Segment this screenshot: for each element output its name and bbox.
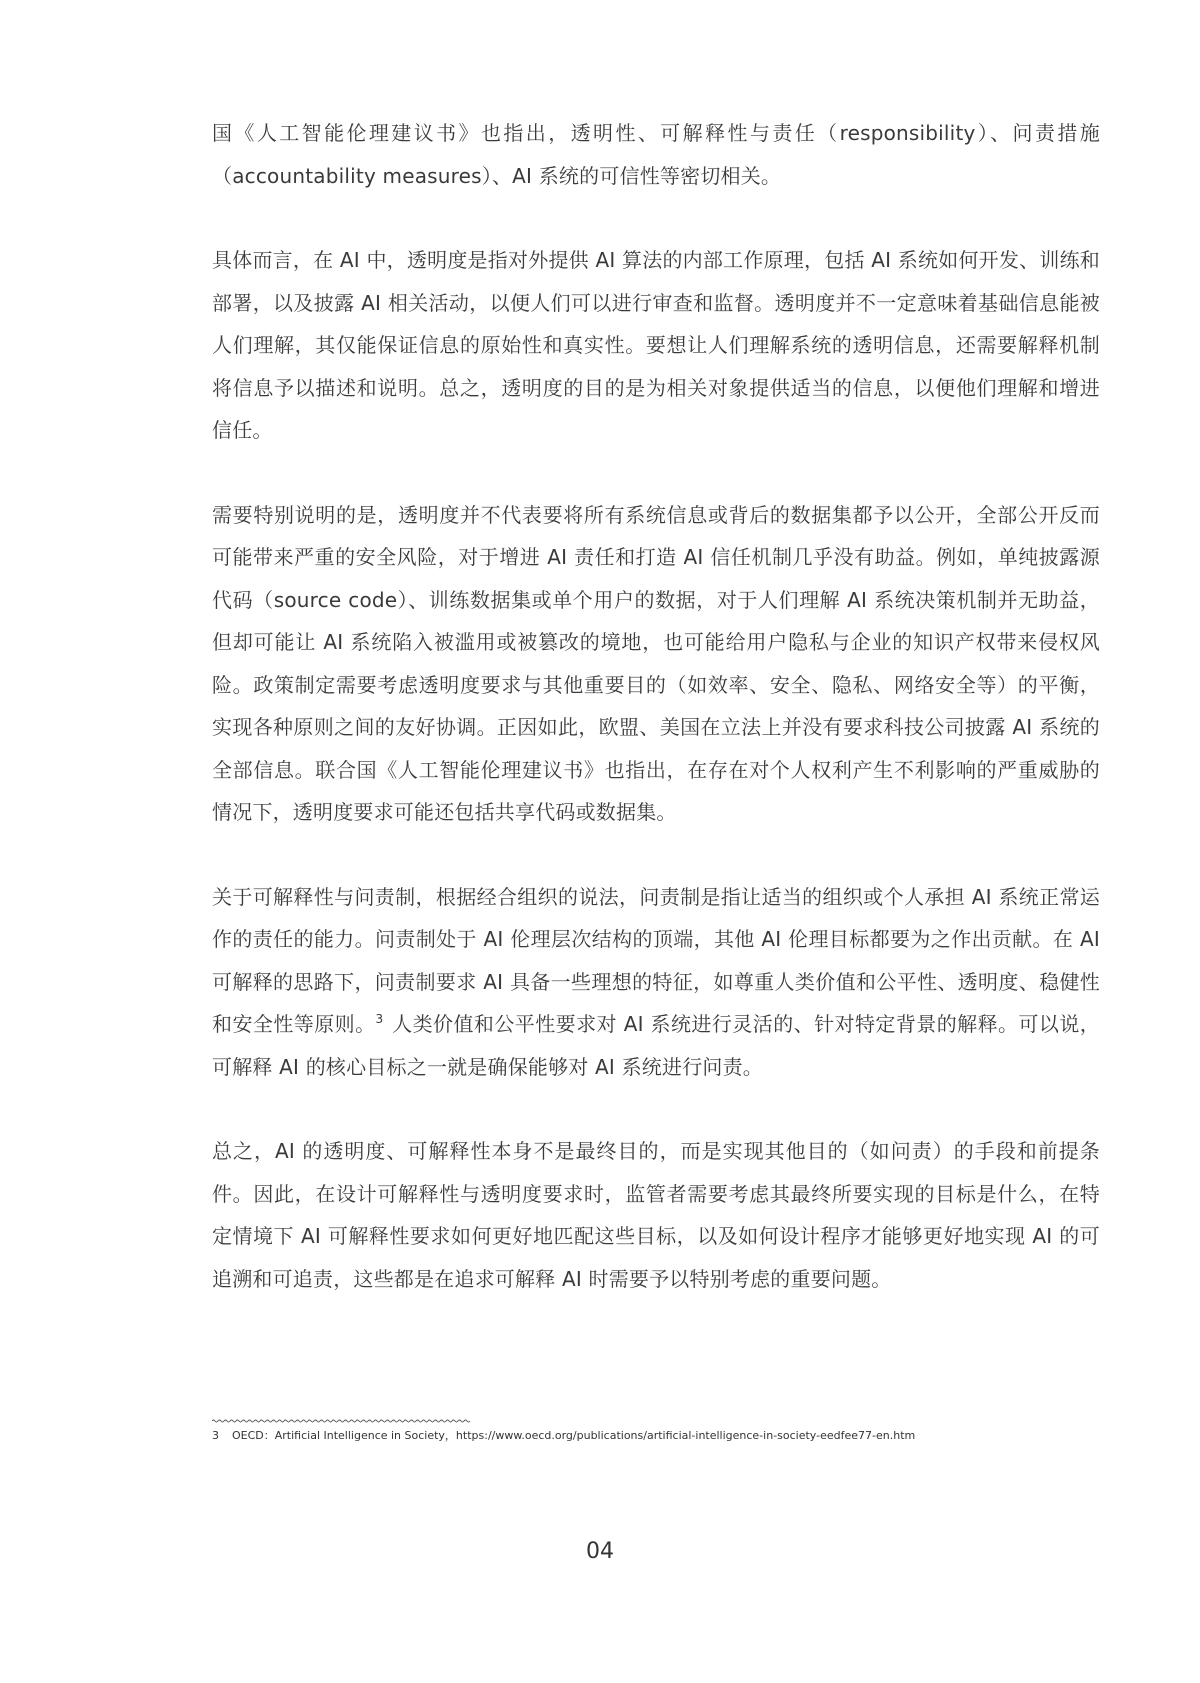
footnote-text[interactable]: OECD：Artificial Intelligence in Society，https://www.oecd.org/publications/artificial-intelligence-in-society-eedfee77-en.htm [232,1429,916,1442]
body-text [212,112,1100,1300]
footnote-number: 3 [212,1429,219,1442]
paragraph-5: 总之，AI 的透明度、可解释性本身不是最终目的，而是实现其他目的（如问责）的手段和前提条件。因此，在设计可解释性与透明度要求时，监管者需要考虑其最终所要实现的目标是什么，在特定情境下 AI 可解释性要求如何更好地匹配这些目标，以及如何设计程序才能够更好地实现 AI 的可追溯和可追责，这些都是在追求可解释 AI 时需要予以特别考虑的重要问题。 [212,1139,1100,1291]
paragraph-1: 国《人工智能伦理建议书》也指出，透明性、可解释性与责任（responsibility）、问责措施（accountability measures）、AI 系统的可信性等密切相关。 [212,121,1100,188]
footnote [212,1428,1112,1444]
footnote-divider [212,1419,472,1423]
paragraph-4 [212,876,1100,1089]
paragraph-2: 具体而言，在 AI 中，透明度是指对外提供 AI 算法的内部工作原理，包括 AI 系统如何开发、训练和部署，以及披露 AI 相关活动，以便人们可以进行审查和监督。透明度并不一定意味着基础信息能被人们理解，其仅能保证信息的原始性和真实性。要想让人们理解系统的透明信息，还需要解释机制将信息予以描述和说明。总之，透明度的目的是为相关对象提供适当的信息，以便他们理解和增进信任。 [212,248,1100,442]
paragraph-3: 需要特别说明的是，透明度并不代表要将所有系统信息或背后的数据集都予以公开，全部公开反而可能带来严重的安全风险，对于增进 AI 责任和打造 AI 信任机制几乎没有助益。例如，单纯披露源代码（source code）、训练数据集或单个用户的数据，对于人们理解 AI 系统决策机制并无助益，但却可能让 AI 系统陷入被滥用或被篡改的境地，也可能给用户隐私与企业的知识产权带来侵权风险。政策制定需要考虑透明度要求与其他重要目的（如效率、安全、隐私、网络安全等）的平衡，实现各种原则之间的友好协调。正因如此，欧盟、美国在立法上并没有要求科技公司披露 AI 系统的全部信息。联合国《人工智能伦理建议书》也指出，在存在对个人权利产生不利影响的严重威胁的情况下，透明度要求可能还包括共享代码或数据集。 [212,502,1100,824]
page-number: 04 [586,1539,614,1564]
footnote-reference[interactable]: 3 [375,1012,384,1026]
paragraph-4-text-before-ref: 关于可解释性与问责制，根据经合组织的说法，问责制是指让适当的组织或个人承担 AI 系统正常运作的责任的能力。问责制处于 AI 伦理层次结构的顶端，其他 AI 伦理目标都要为之作出贡献。在 AI 可解释的思路下，问责制要求 AI 具备一些理想的特征，如尊重人类价值和公平性、透明度、稳健性和安全性等原则。 [212,884,1100,1036]
paragraph-4-text-after-ref: 人类价值和公平性要求对 AI 系统进行灵活的、针对特定背景的解释。可以说，可解释 AI 的核心目标之一就是确保能够对 AI 系统进行问责。 [212,1012,1100,1079]
